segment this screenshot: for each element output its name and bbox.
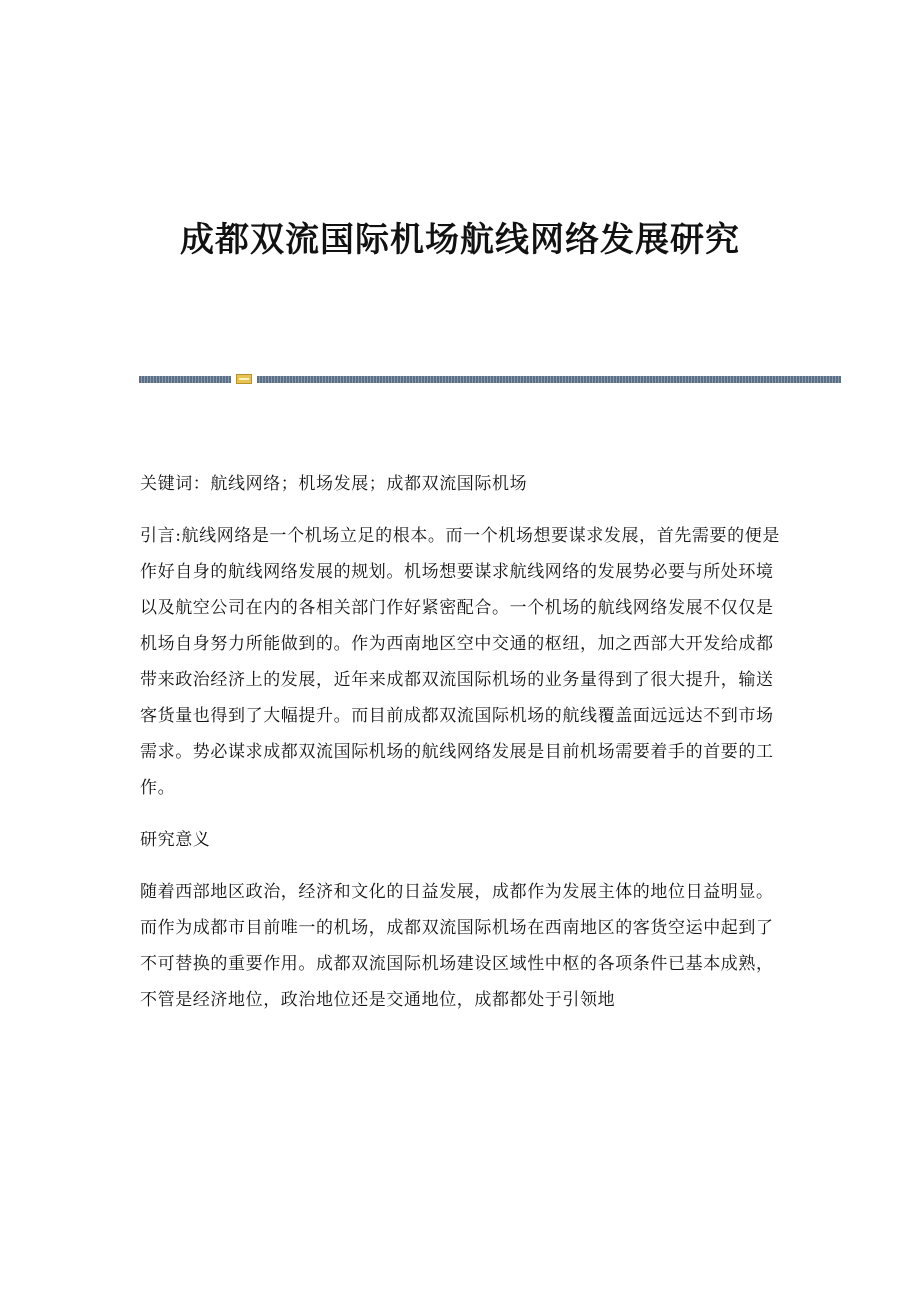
divider-bar-right — [257, 376, 841, 383]
document-title: 成都双流国际机场航线网络发展研究 — [180, 220, 740, 260]
divider-emblem-icon — [236, 374, 252, 384]
intro-paragraph: 引言:航线网络是一个机场立足的根本。而一个机场想要谋求发展，首先需要的便是作好自身的航线网络发展的规划。机场想要谋求航线网络的发展势必要与所处环境以及航空公司在内的各相关部门作好紧密配合。一个机场的航线网络发展不仅仅是机场自身努力所能做到的。作为西南地区空中交通的枢纽，加之西部大开发给成都带来政治经济上的发展，近年来成都双流国际机场的业务量得到了很大提升，输送客货量也得到了大幅提升。而目前成都双流国际机场的航线覆盖面远远达不到市场需求。势必谋求成都双流国际机场的航线网络发展是目前机场需要着手的首要的工作。 — [140, 526, 780, 798]
section-paragraph: 随着西部地区政治，经济和文化的日益发展，成都作为发展主体的地位日益明显。而作为成都市目前唯一的机场，成都双流国际机场在西南地区的客货空运中起到了不可替换的重要作用。成都双流国际机场建设区域性中枢的各项条件已基本成熟，不管是经济地位，政治地位还是交通地位，成都都处于引领地 — [140, 882, 774, 1010]
keywords-line: 关键词：航线网络；机场发展；成都双流国际机场 — [140, 474, 528, 494]
divider-bar-left — [139, 376, 231, 383]
section-heading: 研究意义 — [140, 830, 211, 850]
title-divider — [139, 374, 841, 384]
document-body — [140, 466, 782, 1034]
